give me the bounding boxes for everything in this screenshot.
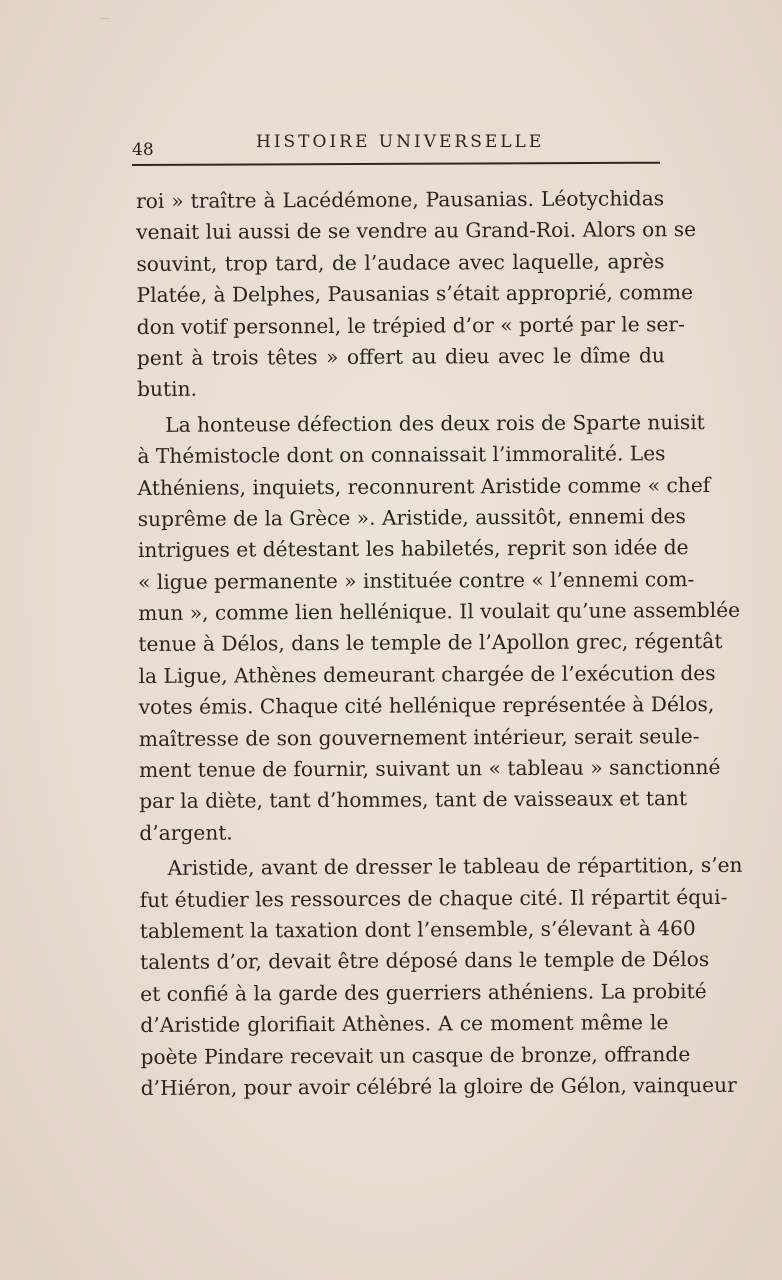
text-line: tenue à Délos, dans le temple de l’Apollon grec, régentât bbox=[138, 629, 723, 657]
text-line: mun », comme lien hellénique. Il voulait qu’une assemblée bbox=[138, 597, 741, 626]
text-line: souvint, trop tard, de l’audace avec laquelle, après bbox=[136, 249, 665, 276]
text-line: et confié à la garde des guerriers athéniens. La probité bbox=[140, 978, 707, 1006]
text-line: ment tenue de fournir, suivant un « tableau » sanctionné bbox=[138, 754, 721, 783]
text-line: « ligue permanente » instituée contre « l’ennemi com- bbox=[138, 566, 695, 594]
text-line: suprême de la Grèce ». Aristide, aussitôt, ennemi des bbox=[137, 504, 686, 531]
text-line: venait lui aussi de se vendre au Grand-Roi. Alors on se bbox=[136, 217, 697, 245]
text-line: intrigues et détestant les habiletés, reprit son idée de bbox=[137, 535, 689, 563]
text-line: fut étudier les ressources de chaque cité. Il répartit équi- bbox=[139, 884, 728, 912]
text-line: la Ligue, Athènes demeurant chargée de l’exécution des bbox=[138, 660, 716, 688]
page-number: 48 bbox=[132, 140, 154, 160]
text-line: à Thémistocle dont on connaissait l’immoralité. Les bbox=[137, 441, 666, 469]
text-line: tablement la taxation dont l’ensemble, s’élevant à 460 bbox=[139, 916, 696, 943]
text-line: d’argent. bbox=[139, 820, 233, 845]
paper-speck bbox=[100, 18, 110, 19]
body-text bbox=[136, 183, 743, 1104]
text-line: butin. bbox=[137, 377, 198, 402]
text-line: d’Aristide glorifiait Athènes. A ce moment même le bbox=[140, 1010, 669, 1038]
text-line: poète Pindare recevait un casque de bronze, offrande bbox=[140, 1041, 691, 1069]
running-title: HISTOIRE UNIVERSELLE bbox=[256, 132, 545, 152]
text-line: Platée, à Delphes, Pausanias s’était approprié, comme bbox=[136, 280, 694, 308]
text-line: par la diète, tant d’hommes, tant de vaisseaux et tant bbox=[139, 786, 688, 814]
text-line: maîtresse de son gouvernement intérieur, serait seule- bbox=[138, 723, 700, 751]
text-line: votes émis. Chaque cité hellénique représentée à Délos, bbox=[138, 692, 715, 720]
text-line: roi » traître à Lacédémone, Pausanias. Léotychidas bbox=[136, 186, 665, 213]
text-line: Athéniens, inquiets, reconnurent Aristide comme « chef bbox=[137, 472, 711, 500]
text-line: d’Hiéron, pour avoir célébré la gloire de Gélon, vainqueur bbox=[140, 1072, 737, 1100]
text-line: talents d’or, devait être déposé dans le temple de Délos bbox=[140, 947, 710, 975]
text-line: Aristide, avant de dresser le tableau de répartition, s’en bbox=[167, 853, 743, 881]
text-line: pent à trois têtes » offert au dieu avec le dîme du bbox=[136, 343, 665, 370]
text-line: don votif personnel, le trépied d’or « porté par le ser- bbox=[136, 311, 685, 339]
text-line: La honteuse défection des deux rois de Sparte nuisit bbox=[165, 409, 705, 437]
